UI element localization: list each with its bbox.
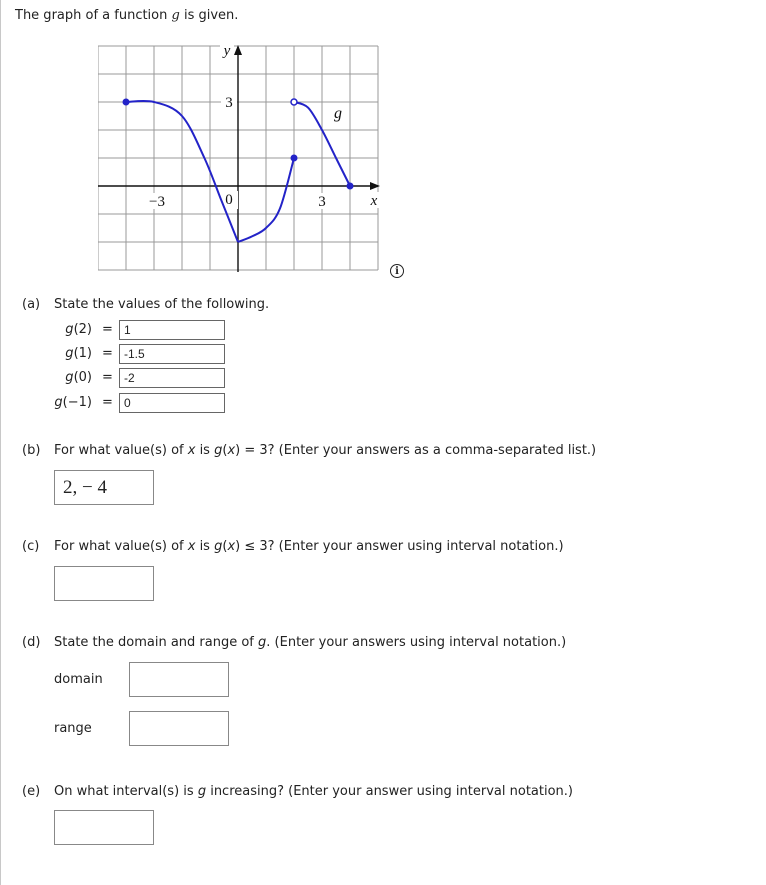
- part-b-answer-input[interactable]: 2, − 4: [54, 470, 154, 505]
- info-circle-icon[interactable]: i: [390, 264, 404, 278]
- tick-label-origin: 0: [225, 192, 233, 208]
- domain-label: domain: [54, 672, 103, 687]
- curve-label-g: g: [334, 105, 342, 122]
- left-border: [0, 0, 1, 885]
- closed-endpoint: [347, 183, 354, 190]
- intro-fn-name: g: [171, 8, 180, 23]
- g2-answer-input[interactable]: 1: [119, 320, 225, 340]
- tick-label-x-3: 3: [318, 194, 326, 210]
- closed-endpoint: [123, 99, 130, 106]
- g0-answer-input[interactable]: -2: [119, 368, 225, 388]
- part-e-prompt: (e) On what interval(s) is g increasing? (Enter your answer using interval notation.): [22, 784, 573, 799]
- open-endpoint: [291, 99, 297, 105]
- part-c-prompt: (c) For what value(s) of x is g(x) ≤ 3? (Enter your answer using interval notation.): [22, 539, 564, 554]
- y-axis-label: y: [223, 43, 231, 59]
- g1-answer-input[interactable]: -1.5: [119, 344, 225, 364]
- range-answer-input[interactable]: [129, 711, 229, 746]
- function-graph: [98, 43, 382, 275]
- closed-endpoint: [291, 155, 298, 162]
- tick-label-x-neg3: −3: [149, 194, 165, 210]
- part-e-answer-input[interactable]: [54, 810, 154, 845]
- gneg1-answer-input[interactable]: 0: [119, 393, 225, 413]
- part-a-prompt: (a) State the values of the following.: [22, 297, 270, 312]
- part-a-row: g(1) = -1.5: [0, 344, 240, 364]
- x-axis-label: x: [370, 193, 378, 209]
- part-a-row: g(−1) = 0: [0, 393, 240, 413]
- part-d-prompt: (d) State the domain and range of g. (Enter your answers using interval notation.): [22, 635, 567, 650]
- intro-text: The graph of a function g is given.: [15, 8, 239, 23]
- part-b-prompt: (b) For what value(s) of x is g(x) = 3? (Enter your answers as a comma-separated list.): [22, 443, 597, 458]
- part-a-row: g(0) = -2: [0, 368, 240, 388]
- range-label: range: [54, 721, 92, 736]
- domain-answer-input[interactable]: [129, 662, 229, 697]
- part-c-answer-input[interactable]: [54, 566, 154, 601]
- tick-label-y-3: 3: [225, 95, 233, 111]
- part-a-row: g(2) = 1: [0, 320, 240, 340]
